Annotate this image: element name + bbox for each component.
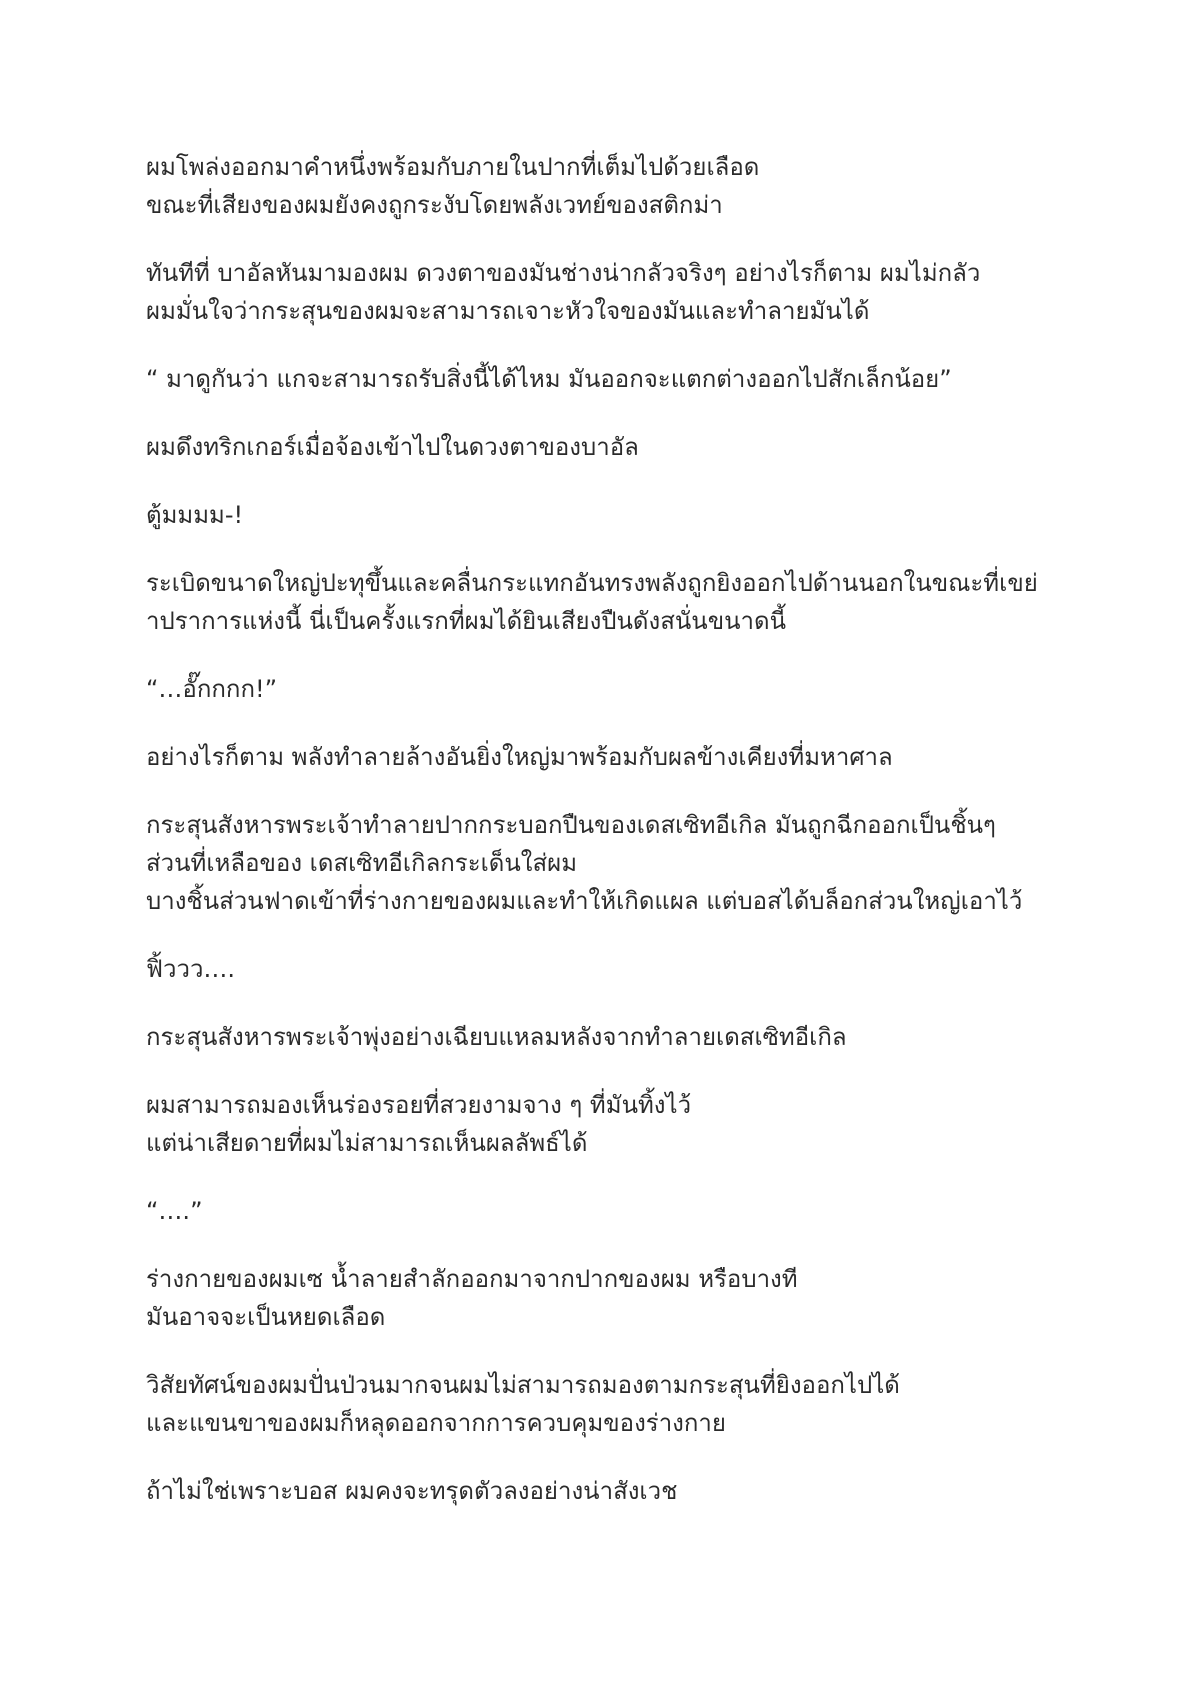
- paragraph: [146, 148, 1066, 224]
- text-line: วิสัยทัศน์ของผมปั่นป่วนมากจนผมไม่สามารถมองตามกระสุนที่ยิงออกไปได้: [146, 1371, 900, 1399]
- text-line: อย่างไรก็ตาม พลังทำลายล้างอันยิ่งใหญ่มาพร้อมกับผลข้างเคียงที่มหาศาล: [146, 743, 893, 771]
- paragraph: [146, 1260, 1066, 1336]
- text-line: ผมดึงทริกเกอร์เมื่อจ้องเข้าไปในดวงตาของบาอัล: [146, 433, 639, 461]
- text-line: ขณะที่เสียงของผมยังคงถูกระงับโดยพลังเวทย์ของสติกม่า: [146, 191, 723, 219]
- text-line: บางชิ้นส่วนฟาดเข้าที่ร่างกายของผมและทำให้เกิดแผล แต่บอสได้บล็อกส่วนใหญ่เอาไว้: [146, 887, 1023, 915]
- text-line: ระเบิดขนาดใหญ่ปะทุขึ้นและคลื่นกระแทกอันทรงพลังถูกยิงออกไปด้านนอกในขณะที่เขย่: [146, 569, 1038, 597]
- text-line: แต่น่าเสียดายที่ผมไม่สามารถเห็นผลลัพธ์ได้: [146, 1129, 588, 1157]
- text-line: ส่วนที่เหลือของ เดสเซิทอีเกิลกระเด็นใส่ผม: [146, 849, 578, 877]
- paragraph: [146, 806, 1066, 920]
- text-line: ตู้มมมม-!: [146, 501, 244, 529]
- sound-effect-paragraph: [146, 496, 1066, 534]
- text-line: ฟิ้ววว….: [146, 955, 236, 983]
- text-line: ถ้าไม่ใช่เพราะบอส ผมคงจะทรุดตัวลงอย่างน่าสังเวช: [146, 1477, 678, 1505]
- text-line: มันอาจจะเป็นหยดเลือด: [146, 1303, 386, 1331]
- text-line: ผมสามารถมองเห็นร่องรอยที่สวยงามจาง ๆ ที่มันทิ้งไว้: [146, 1091, 692, 1119]
- text-line: ร่างกายของผมเซ น้ำลายสำลักออกมาจากปากของผม หรือบางที: [146, 1265, 798, 1293]
- text-line: ผมโพล่งออกมาคำหนึ่งพร้อมกับภายในปากที่เต็มไปด้วยเลือด: [146, 153, 760, 181]
- paragraph: [146, 564, 1066, 640]
- paragraph: [146, 1472, 1066, 1510]
- paragraph: [146, 428, 1066, 466]
- dialogue-paragraph: [146, 1192, 1066, 1230]
- dialogue-paragraph: [146, 360, 1066, 398]
- paragraph: [146, 254, 1066, 330]
- text-line: กระสุนสังหารพระเจ้าทำลายปากกระบอกปืนของเดสเซิทอีเกิล มันถูกฉีกออกเป็นชิ้นๆ: [146, 811, 996, 839]
- sound-effect-paragraph: [146, 950, 1066, 988]
- dialogue-paragraph: [146, 670, 1066, 708]
- text-line: ทันทีที่ บาอัลหันมามองผม ดวงตาของมันช่างน่ากลัวจริงๆ อย่างไรก็ตาม ผมไม่กลัว: [146, 259, 981, 287]
- paragraph: [146, 1366, 1066, 1442]
- document-body: [146, 148, 1066, 1540]
- paragraph: [146, 738, 1066, 776]
- text-line: “…อั๊กกกก!”: [146, 675, 278, 703]
- text-line: กระสุนสังหารพระเจ้าพุ่งอย่างเฉียบแหลมหลังจากทำลายเดสเซิทอีเกิล: [146, 1023, 847, 1051]
- text-line: และแขนขาของผมก็หลุดออกจากการควบคุมของร่างกาย: [146, 1409, 726, 1437]
- text-line: ผมมั่นใจว่ากระสุนของผมจะสามารถเจาะหัวใจของมันและทำลายมันได้: [146, 297, 870, 325]
- text-line: “ มาดูกันว่า แกจะสามารถรับสิ่งนี้ได้ไหม มันออกจะแตกต่างออกไปสักเล็กน้อย”: [146, 365, 952, 393]
- paragraph: [146, 1086, 1066, 1162]
- text-line: าปราการแห่งนี้ นี่เป็นครั้งแรกที่ผมได้ยินเสียงปืนดังสนั่นขนาดนี้: [146, 607, 786, 635]
- text-line: “….”: [146, 1197, 203, 1225]
- paragraph: [146, 1018, 1066, 1056]
